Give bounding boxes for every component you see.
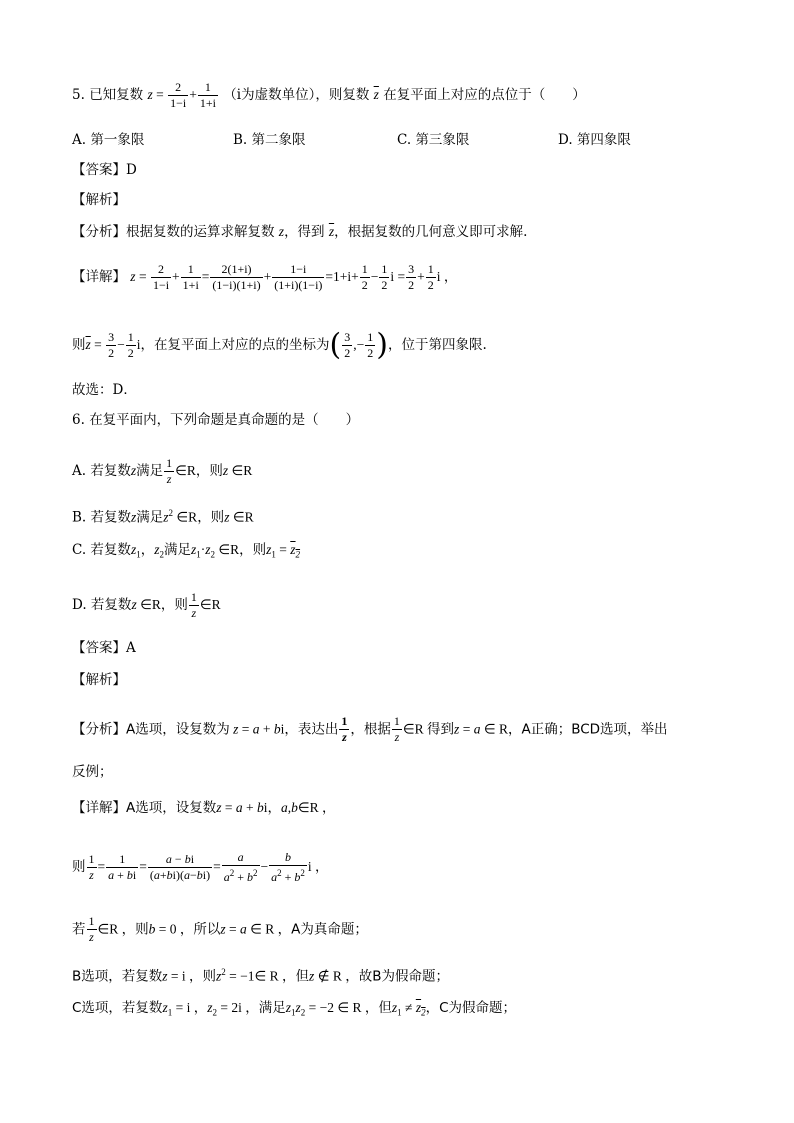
q6-if-text-d: ，A为真命题； xyxy=(277,921,368,938)
q5-option-d: D. 第四象限 xyxy=(558,132,631,148)
q6-b-text-a: B选项，若复数 xyxy=(72,968,163,985)
q6-option-b-text-b: 满足 xyxy=(136,509,164,526)
q6-option-a-text-a: A. 若复数 xyxy=(72,463,131,479)
q5-fenxi-text-b: ，得到 xyxy=(284,224,325,240)
q5-fenxi-label: 【分析】 xyxy=(72,224,126,240)
q5-stem: 5. 已知复数 z = $\frac{2}{1-i}$ + $\frac{1}{1+i}$ （i为虚数单位），则复数 $\overline{z}$ 在复平面上对应的点位于（ ） xyxy=(72,80,586,110)
q6-option-c-text-d: ，则 xyxy=(239,542,267,558)
q6-xiangjie: 【详解】A选项，设复数z = a + bi，a,b∈R ， xyxy=(72,800,336,816)
q6-c-text-a: C选项，若复数 xyxy=(72,1000,163,1016)
q5-stem-pre: 已知复数 xyxy=(89,87,144,103)
q5-xiangjie-label: 【详解】 xyxy=(72,269,126,285)
q6-c-option: C选项，若复数$z_1 = i$ ，$z_2 = 2i$ ，满足$z_1z_2 = -2$ ∈ R ，但$z_1 \ne z_2$，C为假命题； xyxy=(72,1000,517,1018)
q6-option-b: B. 若复数z满足$z^2$ ∈R，则z ∈R xyxy=(72,508,254,526)
q6-fenxi-label: 【分析】 xyxy=(72,721,126,738)
q6-answer-label: 【答案】 xyxy=(72,640,126,656)
q5-fenxi: 【分析】根据复数的运算求解复数 z，得到 $\overline{z}$，根据复数的几何意义即可求解. xyxy=(72,224,528,240)
q6-b-text-c: ，但 xyxy=(282,968,310,985)
q6-fenxi-text-e: ，A正确；BCD选项，举出 xyxy=(507,721,668,738)
q5-then-text-c: ，位于第四象限. xyxy=(387,337,487,353)
q6-option-a: A. 若复数z满足 $\frac{1}{z}$ ∈R，则z ∈R xyxy=(72,456,253,486)
q6-option-d-text-b: ，则 xyxy=(160,597,188,613)
q6-option-b-text-c: ，则 xyxy=(197,509,225,526)
q5-answer-label: 【答案】 xyxy=(72,162,126,178)
q6-c-text-b: ， xyxy=(193,1000,208,1016)
q6-stem xyxy=(72,410,359,430)
q6-option-c-text-a: C. 若复数 xyxy=(72,542,131,558)
q6-xiangjie-text-b: ， xyxy=(267,800,282,816)
q6-number: 6. xyxy=(72,412,85,428)
q6-option-c-text-b: ， xyxy=(140,542,155,558)
q6-c-text-d: ，但 xyxy=(364,1000,392,1016)
q6-option-d-text-a: D. 若复数 xyxy=(72,597,132,613)
q6-answer xyxy=(72,638,136,658)
q6-option-c: C. 若复数$z_1$，$z_2$满足$z_1\cdot z_2$ ∈R，则$z_1 = z_2$ xyxy=(72,542,301,560)
q5-option-a: A. 第一象限 xyxy=(72,132,145,148)
q6-option-a-text-b: 满足 xyxy=(136,463,164,479)
q5-choose: 故选：D． xyxy=(72,382,137,398)
q6-answer-value: A xyxy=(126,640,136,656)
q6-fenxi: 【分析】A选项，设复数为 z = a + bi，表达出 $\frac{1}{z}$ ，根据 $\frac{1}{z}$ ∈R 得到z = a ∈ R，A正确；BCD选项，举出 xyxy=(72,714,668,744)
q5-then-text-a: 则 xyxy=(72,337,86,353)
q6-b-text-d: ，故B为假命题； xyxy=(345,968,449,985)
q5-option-b: B. 第二象限 xyxy=(233,132,306,148)
q6-c-text-e: ，C为假命题； xyxy=(425,1000,517,1016)
q6-then-text: 则 xyxy=(72,859,86,875)
q5-answer-value: D xyxy=(126,162,137,178)
q6-if-text-c: ，所以 xyxy=(179,921,221,938)
q6-option-a-text-c: ，则 xyxy=(195,463,223,479)
q6-b-text-b: ，则 xyxy=(189,968,217,985)
q5-stem-mid: （i为虚数单位），则复数 xyxy=(223,87,370,103)
q6-b-option: B选项，若复数z = i ，则$z^2$ = −1∈ R ，但z ∉ R ，故B为假命题； xyxy=(72,967,449,985)
q5-answer xyxy=(72,160,137,180)
q6-fenxi-text-a: A选项，设复数为 xyxy=(126,721,230,738)
q6-xiangjie-label: 【详解】 xyxy=(72,800,126,816)
q6-c-text-c: ，满足 xyxy=(245,1000,286,1016)
q5-fenxi-text-a: 根据复数的运算求解复数 xyxy=(126,224,275,240)
q5-number: 5. xyxy=(72,87,85,103)
q6-if-text-a: 若 xyxy=(72,921,86,938)
q6-if: 若 $\frac{1}{z}$ ∈R ，则b = 0 ，所以z = a ∈ R ，A为真命题； xyxy=(72,914,368,944)
q5-xiangjie: 【详解】 z = $\frac{2}{1-i}$ + $\frac{1}{1+i}$ = $\frac{2(1+i)}{(1-i)(1+i)}$ + $\frac{1-i}{(1+i)(1-i)}$ =1+i+ $\frac{1}{2}$ − $\frac{1}{2}$ i = $\frac{3}{2}$ + $\frac{1}{2}$ i ， xyxy=(72,262,458,292)
q6-fenxi-text-d: 得到 xyxy=(427,721,455,738)
q5-stem-post: 在复平面上对应的点位于（ ） xyxy=(383,87,586,103)
q6-option-d: D. 若复数z ∈R，则 $\frac{1}{z}$ ∈R xyxy=(72,590,221,620)
q5-option-c: C. 第三象限 xyxy=(397,132,470,148)
q5-fenxi-text-c: ，根据复数的几何意义即可求解. xyxy=(334,224,528,240)
q6-option-c-text-c: 满足 xyxy=(163,542,191,558)
q6-then: 则 $\frac{1}{z}$ = $\frac{1}{a + bi}$ = $\frac{a - bi}{(a+bi)(a-bi)}$ = $\frac{a}{a^2 + b^2}$ − $\frac{b}{a^2 + b^2}$ i ， xyxy=(72,850,329,884)
q6-option-b-text-a: B. 若复数 xyxy=(72,509,132,526)
q5-then-text-b: ，在复平面上对应的点的坐标为 xyxy=(140,337,330,353)
q6-xiangjie-text-a: A选项，设复数 xyxy=(126,800,217,816)
q6-fenxi-text-c: ，根据 xyxy=(350,721,391,738)
q6-fenxi-text-b: ，表达出 xyxy=(284,721,339,738)
q5-then: 则$\overline{z}$ = $\frac{3}{2}$ − $\frac{1}{2}$ i，在复平面上对应的点的坐标为( $\frac{3}{2}$ ,− $\frac{1}{2}$ )，位于第四象限. xyxy=(72,327,487,363)
q5-analysis-label: 【解析】 xyxy=(72,192,126,208)
q6-if-text-b: ，则 xyxy=(121,921,149,938)
q6-stem-text: 在复平面内，下列命题是真命题的是（ ） xyxy=(89,412,360,428)
q6-fenxi-cont: 反例； xyxy=(72,764,113,780)
q6-analysis-label: 【解析】 xyxy=(72,672,126,688)
